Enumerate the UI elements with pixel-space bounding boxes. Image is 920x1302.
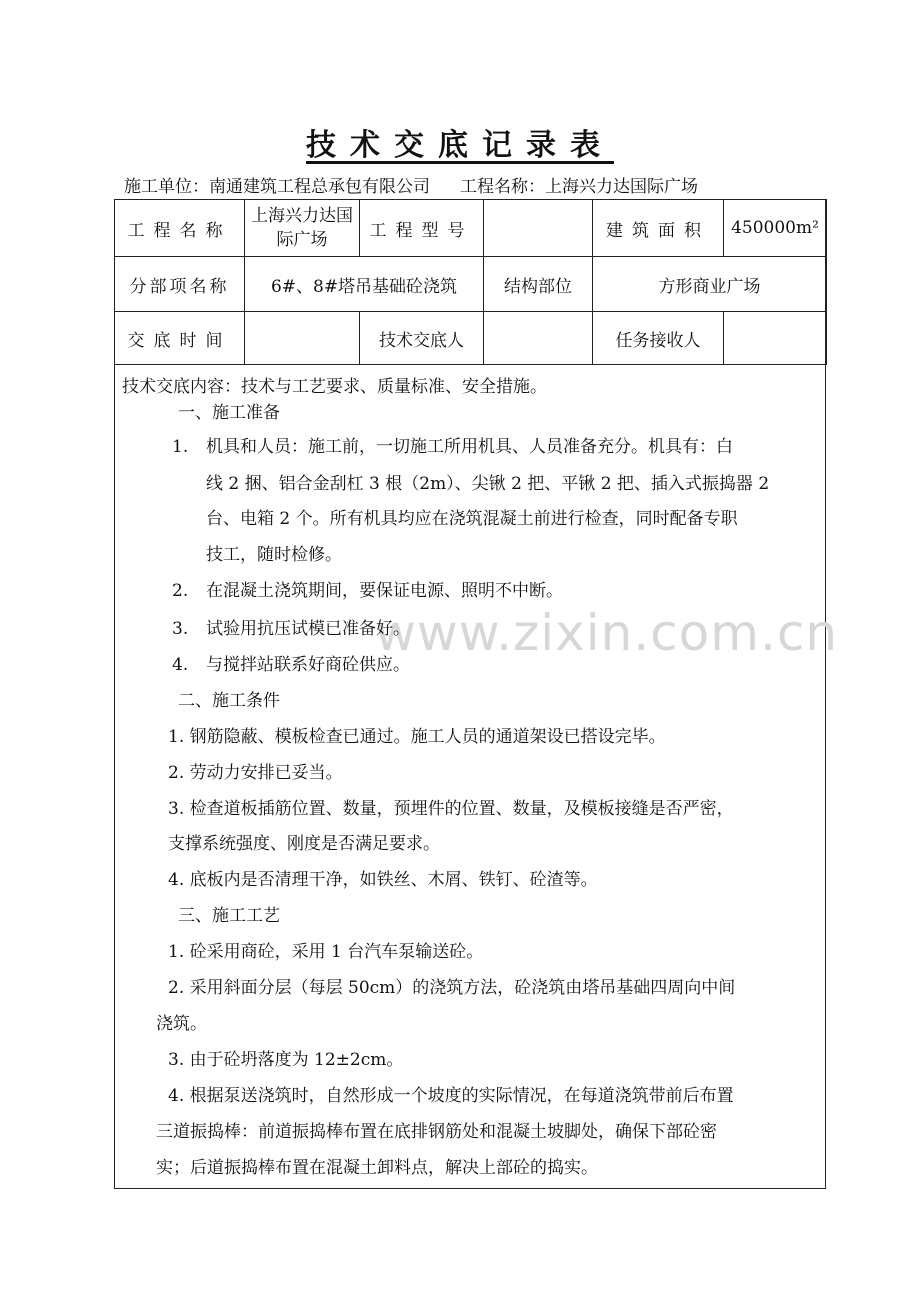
construction-unit: 施工单位：南通建筑工程总承包有限公司 [124, 177, 430, 197]
cell-structure-part: 方形商业广场 [593, 257, 827, 312]
cell-label-project-name: 工程名称 [115, 200, 245, 257]
list-item [172, 614, 410, 639]
list-item: 1. 钢筋隐蔽、模板检查已通过。施工人员的通道架设已搭设完毕。 [168, 727, 666, 747]
list-text: 与搅拌站联系好商砼供应。 [206, 655, 410, 675]
content-intro: 技术交底内容：技术与工艺要求、质量标准、安全措施。 [122, 377, 547, 397]
cell-label-task-receiver: 任务接收人 [593, 312, 724, 365]
cell-label-project-type: 工程型号 [360, 200, 484, 257]
list-text-cont: 台、电箱 2 个。所有机具均应在浇筑混凝土前进行检查，同时配备专职 [206, 509, 738, 529]
list-text-cont: 技工，随时检修。 [206, 545, 342, 565]
cell-label-structure-part: 结构部位 [484, 257, 593, 312]
cell-label-tech-presenter: 技术交底人 [360, 312, 484, 365]
page-title: 技术交底记录表 [306, 128, 614, 163]
list-item [172, 576, 563, 601]
list-item: 1. 砼采用商砼，采用 1 台汽车泵输送砼。 [168, 942, 484, 962]
cell-task-receiver [724, 312, 827, 365]
list-item: 2. 采用斜面分层（每层 50cm）的浇筑方法，砼浇筑由塔吊基础四周向中间 [168, 978, 736, 998]
table-row [115, 312, 827, 365]
list-item: 4. 底板内是否清理干净，如铁丝、木屑、铁钉、砼渣等。 [168, 870, 598, 890]
cell-label-handover-time: 交底时间 [115, 312, 245, 365]
section-title: 二、施工条件 [178, 691, 280, 711]
cell-project-name: 上海兴力达国际广场 [245, 200, 360, 257]
cell-tech-presenter [484, 312, 593, 365]
list-item: 4. 根据泵送浇筑时，自然形成一个坡度的实际情况，在每道浇筑带前后布置 [168, 1086, 734, 1106]
list-item: 3. 检查道板插筋位置、数量，预埋件的位置、数量，及模板接缝是否严密， [168, 799, 734, 819]
document-subheader [124, 172, 698, 197]
list-item: 2. 劳动力安排已妥当。 [168, 763, 343, 783]
watermark: www.zixin.com.cn [375, 604, 839, 662]
list-number: 2. [172, 581, 189, 601]
project-name: 工程名称：上海兴力达国际广场 [460, 177, 698, 197]
list-text-cont: 线 2 捆、铝合金刮杠 3 根（2m）、尖锹 2 把、平锹 2 把、插入式振捣器 2 [206, 474, 770, 494]
cell-label-building-area: 建筑面积 [593, 200, 724, 257]
list-number: 1. [172, 437, 189, 457]
list-text-cont: 实；后道振捣棒布置在混凝土卸料点，解决上部砼的捣实。 [156, 1158, 598, 1178]
list-item: 3. 由于砼坍落度为 12±2cm。 [168, 1050, 404, 1070]
list-text: 机具和人员：施工前，一切施工所用机具、人员准备充分。机具有：白 [206, 437, 733, 457]
list-number: 4. [172, 655, 189, 675]
list-item [172, 650, 410, 675]
list-item [172, 432, 733, 457]
list-number: 3. [172, 619, 189, 639]
section-title: 一、施工准备 [178, 403, 280, 423]
table-row [115, 257, 827, 312]
info-table [114, 199, 827, 365]
cell-handover-time [245, 312, 360, 365]
section-title: 三、施工工艺 [178, 906, 280, 926]
table-row [115, 200, 827, 257]
list-text: 在混凝土浇筑期间，要保证电源、照明不中断。 [206, 581, 563, 601]
cell-sub-item: 6#、8#塔吊基础砼浇筑 [245, 257, 484, 312]
list-text-cont: 支撑系统强度、刚度是否满足要求。 [168, 834, 440, 854]
cell-building-area: 450000m² [724, 200, 827, 257]
list-text: 试验用抗压试模已准备好。 [206, 619, 410, 639]
list-text-cont: 浇筑。 [156, 1014, 207, 1034]
cell-project-type [484, 200, 593, 257]
list-text-cont: 三道振捣棒：前道振捣棒布置在底排钢筋处和混凝土坡脚处，确保下部砼密 [156, 1122, 717, 1142]
cell-label-sub-item: 分部项名称 [115, 257, 245, 312]
